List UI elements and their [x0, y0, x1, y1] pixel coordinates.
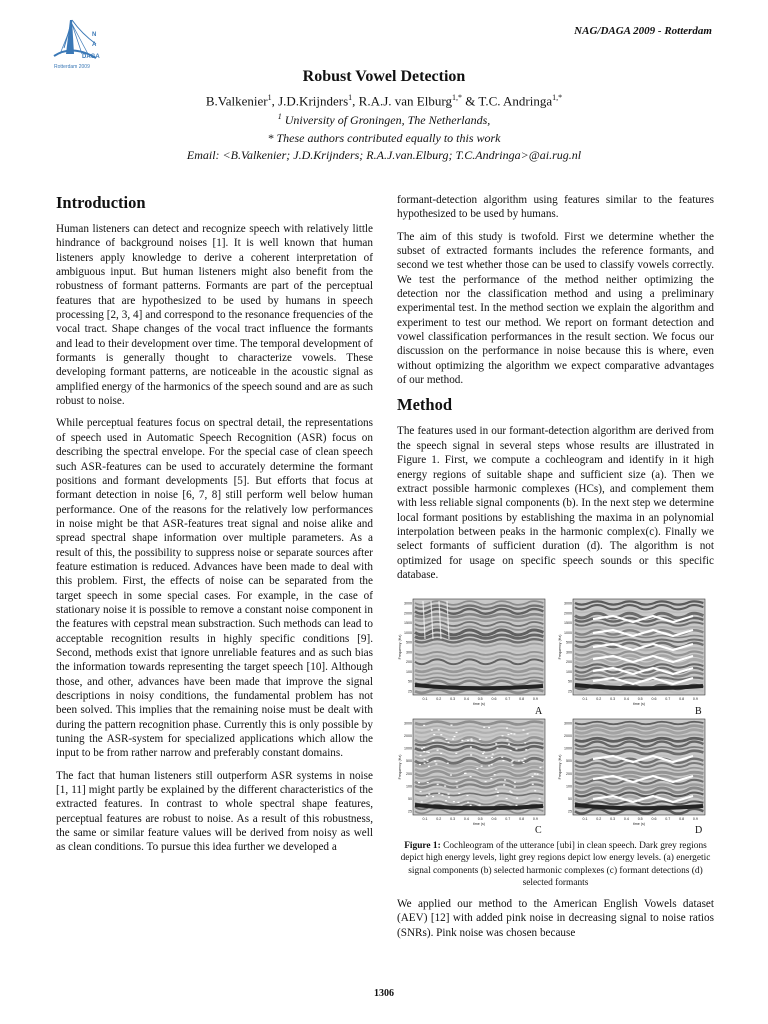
x-tick-label: 0.8 — [679, 817, 685, 822]
author-sup: 1,* — [451, 93, 462, 102]
logo-daga: DAGA — [82, 54, 100, 60]
paragraph: While perceptual features focus on spectral detail, the representations of speech used in Automatic Speech Recognition (ASR) focus on describing the spectral envelope. For the special case of clean speech such ASR-features can be used to accurately determine the formant positions and formant developments [5]. But efforts that focus at formant detection in noise [6, 7, 8] still perform well below human performance. One of the reasons for the relatively low performances in noise might be that ASR-features treat signal and noise alike and spread spectral shape information over multiple parameters. As a result of this, the possibility to suppress noise or separate sources after feature estimation is reduced. Advances have been made to deal with this problem. First, the effects of noise can be separated from the target speech in some special cases. For example, in the case of stationary noise it is possible to remove a constant noise component in the features with cepstral mean substraction. Such methods can lead to acceptable recognition results in highly specific conditions [9]. Second, methods exist that ignore unreliable features and as such bias the information towards representing the target speech [10]. Although those, and other, advances have been made that improve the signal descriptions in noisy conditions, the fundamental problem has not been solved. This implies that the remaining noise must be dealt with during the pattern recognition phase. Currently this is only possible by tuning the ASR-system for specialized applications which allow the input to be from rather narrow and preferably constant domains. — [56, 417, 373, 760]
y-tick-label: 25 — [408, 689, 412, 694]
cochleogram-panel-c — [397, 716, 549, 826]
author-list: B.Valkenier$^1$, J.D.Krijnders$^1$, R.A.J. van Elburg$^{1,*}$ & T.C. Andringa$^{1,*}$ — [205, 93, 563, 109]
x-tick-label: 0.1 — [422, 817, 428, 822]
y-tick-label: 2000 — [404, 611, 412, 616]
x-tick-label: 0.7 — [505, 697, 511, 702]
y-axis-label: Frequency (Hz) — [558, 754, 562, 780]
x-tick-label: 0.3 — [450, 697, 456, 702]
panel-label-d: D — [695, 825, 703, 837]
figure-caption — [399, 840, 712, 889]
y-tick-label: 50 — [568, 679, 572, 684]
y-tick-label: 500 — [566, 759, 572, 764]
x-axis-label: time (s) — [473, 702, 485, 707]
caption-label: Figure 1: — [404, 841, 441, 852]
x-tick-label: 0.2 — [436, 817, 442, 822]
logo-city: Rotterdam 2009 — [54, 64, 90, 70]
equal-contribution-note: * These authors contributed equally to this work — [267, 131, 501, 145]
y-tick-label: 100 — [406, 670, 412, 675]
x-tick-label: 0.1 — [582, 697, 588, 702]
y-tick-label: 1500 — [564, 621, 572, 626]
panel-label-a: A — [535, 706, 543, 718]
y-axis-label: Frequency (Hz) — [398, 634, 402, 660]
y-tick-label: 50 — [408, 679, 412, 684]
x-tick-label: 0.2 — [596, 697, 602, 702]
logo-letter-a: A — [92, 42, 97, 48]
y-tick-label: 1500 — [404, 621, 412, 626]
x-tick-label: 0.6 — [651, 697, 657, 702]
cochleogram-panel-b — [557, 596, 709, 706]
x-tick-label: 0.8 — [519, 817, 525, 822]
panel-label-b: B — [695, 706, 702, 718]
y-tick-label: 500 — [406, 640, 412, 645]
x-axis-label: time (s) — [633, 702, 645, 707]
x-tick-label: 0.4 — [463, 697, 469, 702]
y-tick-label: 200 — [406, 660, 412, 665]
y-axis-label: Frequency (Hz) — [398, 754, 402, 780]
x-tick-label: 0.8 — [679, 697, 685, 702]
y-tick-label: 1000 — [404, 746, 412, 751]
y-tick-label: 500 — [406, 759, 412, 764]
x-tick-label: 0.8 — [519, 697, 525, 702]
affiliation: $^1$ University of Groningen, The Netherlands, — [277, 112, 491, 127]
caption-text: Cochleogram of the utterance [ubi] in clean speech. Dark grey regions depict high energy levels, light grey regions depict low energy levels. (a) energetic signal components (b) selected harmonic complexes (c) formant detections (d) selected formants — [400, 841, 711, 888]
x-tick-label: 0.2 — [436, 697, 442, 702]
y-tick-label: 3000 — [564, 721, 572, 726]
x-tick-label: 0.3 — [610, 697, 616, 702]
panel-label-c: C — [535, 825, 542, 837]
x-tick-label: 0.9 — [532, 697, 538, 702]
x-tick-label: 0.3 — [610, 817, 616, 822]
x-tick-label: 0.7 — [665, 817, 671, 822]
y-tick-label: 300 — [406, 650, 412, 655]
y-tick-label: 50 — [568, 797, 572, 802]
y-tick-label: 2000 — [404, 734, 412, 739]
x-tick-label: 0.4 — [623, 817, 629, 822]
cochleogram-panel-a — [397, 596, 549, 706]
section-heading-introduction: Introduction — [56, 193, 146, 212]
y-tick-label: 100 — [566, 784, 572, 789]
page-number: 1306 — [374, 988, 394, 999]
conference-header: NAG/DAGA 2009 - Rotterdam — [574, 25, 712, 37]
left-column — [56, 193, 373, 863]
affiliation-sup: 1 — [277, 112, 282, 121]
x-axis-label: time (s) — [633, 822, 645, 827]
x-tick-label: 0.5 — [637, 697, 643, 702]
paragraph: The aim of this study is twofold. First we determine whether the subset of extracted formants includes the reference formants, and second we test whether those can be used to classify vowels correctly. We test the performance of the method neither optimizing the detection nor the classification method and using a preliminary experimental test. In the method section we explain the algorithm and experiment to test our method. We report on formant detection and vowel classification performances in the result section. We focus our discussion on the performance in noise because this is where, even without optimizing the algorithm we expect comparative advantages of our method. — [397, 230, 714, 387]
y-tick-label: 2000 — [564, 611, 572, 616]
paragraph: Human listeners can detect and recognize speech with relatively little hindrance of background noises [1]. It is well known that human listeners apply knowledge to derive a coherent interpretation of ambiguous input. But human listeners might also benefit from the robustness of formant patterns. Formants are part of the perceptual features that are hypothesized to be used by humans in speech processing [2, 3, 4] and correspond to the resonance frequencies of the vocal tract. Shape changes of the vocal tract influence the formants and lead to their development over time. The temporal development of formants is generally thought to characterize vowels. These developing formant patterns, are noticeable in the acoustic signal as amplified energy of the harmonics of the speech sound and are as such robust to noise. — [56, 223, 373, 408]
x-tick-label: 0.5 — [477, 697, 483, 702]
author-sup: 1,* — [552, 93, 563, 102]
logo-letter-n: N — [92, 32, 97, 38]
y-tick-label: 3000 — [404, 601, 412, 606]
author-name: B.Valkenier — [205, 93, 268, 109]
y-tick-label: 3000 — [564, 601, 572, 606]
y-tick-label: 500 — [566, 640, 572, 645]
conference-logo — [52, 14, 114, 72]
y-tick-label: 1000 — [404, 631, 412, 636]
y-tick-label: 1000 — [564, 746, 572, 751]
x-tick-label: 0.4 — [623, 697, 629, 702]
y-tick-label: 2000 — [564, 734, 572, 739]
x-tick-label: 0.6 — [491, 697, 497, 702]
author-emails: Email: <B.Valkenier; J.D.Krijnders; R.A.J.van.Elburg; T.C.Andringa>@ai.rug.nl — [186, 148, 582, 162]
author-name: T.C. Andringa — [478, 93, 553, 109]
author-sup: 1 — [267, 93, 272, 102]
y-tick-label: 25 — [568, 689, 572, 694]
paragraph: The fact that human listeners still outperform ASR systems in noise [1, 11] might partly be explained by the different characteristics of the extracted features. In contrast to whole spectral shape features, perceptual features are robust to noise. As a result of this robustness, the same or similar feature values will be derived from noisy as well as clean conditions. To pursue this idea further we developed a — [56, 769, 373, 854]
y-tick-label: 100 — [566, 670, 572, 675]
x-tick-label: 0.5 — [477, 817, 483, 822]
paper-title: Robust Vowel Detection — [302, 68, 466, 85]
y-tick-label: 200 — [566, 660, 572, 665]
x-tick-label: 0.6 — [491, 817, 497, 822]
author-name: J.D.Krijnders — [278, 93, 349, 109]
author-sup: 1 — [348, 93, 353, 102]
y-tick-label: 3000 — [404, 721, 412, 726]
paragraph: The features used in our formant-detection algorithm are derived from the speech signal in several steps whose results are illustrated in Figure 1. First, we compute a cochleogram and identify in it high energy regions of suitable shape and sufficient size (a). Then we extract possible harmonic complexes (HCs), and complement them with less reliable signal components (b). In the next step we determine local formant positions by establishing the maxima in an polynomial interpolation between peaks in the harmonic complex(c). Finally we select formants of sufficient duration (d). The algorithm is not optimized for usage on specific speech sounds or this specific database. — [397, 425, 714, 581]
y-tick-label: 25 — [568, 809, 572, 814]
cochleogram-panel-d — [557, 716, 709, 826]
y-tick-label: 25 — [408, 809, 412, 814]
x-tick-label: 0.6 — [651, 817, 657, 822]
y-axis-label: Frequency (Hz) — [558, 634, 562, 660]
section-heading-method: Method — [397, 395, 452, 415]
x-tick-label: 0.3 — [450, 817, 456, 822]
paragraph: We applied our method to the American English Vowels dataset (AEV) [12] with added pink noise in decreasing signal to noise ratios (SNRs). Pink noise was chosen because — [397, 898, 714, 939]
x-tick-label: 0.1 — [582, 817, 588, 822]
paragraph: formant-detection algorithm using features similar to the features hypothesized to be used by humans. — [397, 194, 714, 221]
y-tick-label: 100 — [406, 784, 412, 789]
x-tick-label: 0.7 — [505, 817, 511, 822]
author-name: R.A.J. van Elburg — [358, 93, 452, 109]
y-tick-label: 1000 — [564, 631, 572, 636]
x-axis-label: time (s) — [473, 822, 485, 827]
y-tick-label: 200 — [406, 772, 412, 777]
y-tick-label: 300 — [566, 650, 572, 655]
x-tick-label: 0.4 — [463, 817, 469, 822]
x-tick-label: 0.9 — [532, 817, 538, 822]
x-tick-label: 0.5 — [637, 817, 643, 822]
x-tick-label: 0.9 — [692, 817, 698, 822]
y-tick-label: 50 — [408, 797, 412, 802]
figure-1 — [397, 596, 714, 837]
x-tick-label: 0.1 — [422, 697, 428, 702]
x-tick-label: 0.7 — [665, 697, 671, 702]
x-tick-label: 0.2 — [596, 817, 602, 822]
right-column — [397, 193, 714, 948]
x-tick-label: 0.9 — [692, 697, 698, 702]
y-tick-label: 200 — [566, 772, 572, 777]
